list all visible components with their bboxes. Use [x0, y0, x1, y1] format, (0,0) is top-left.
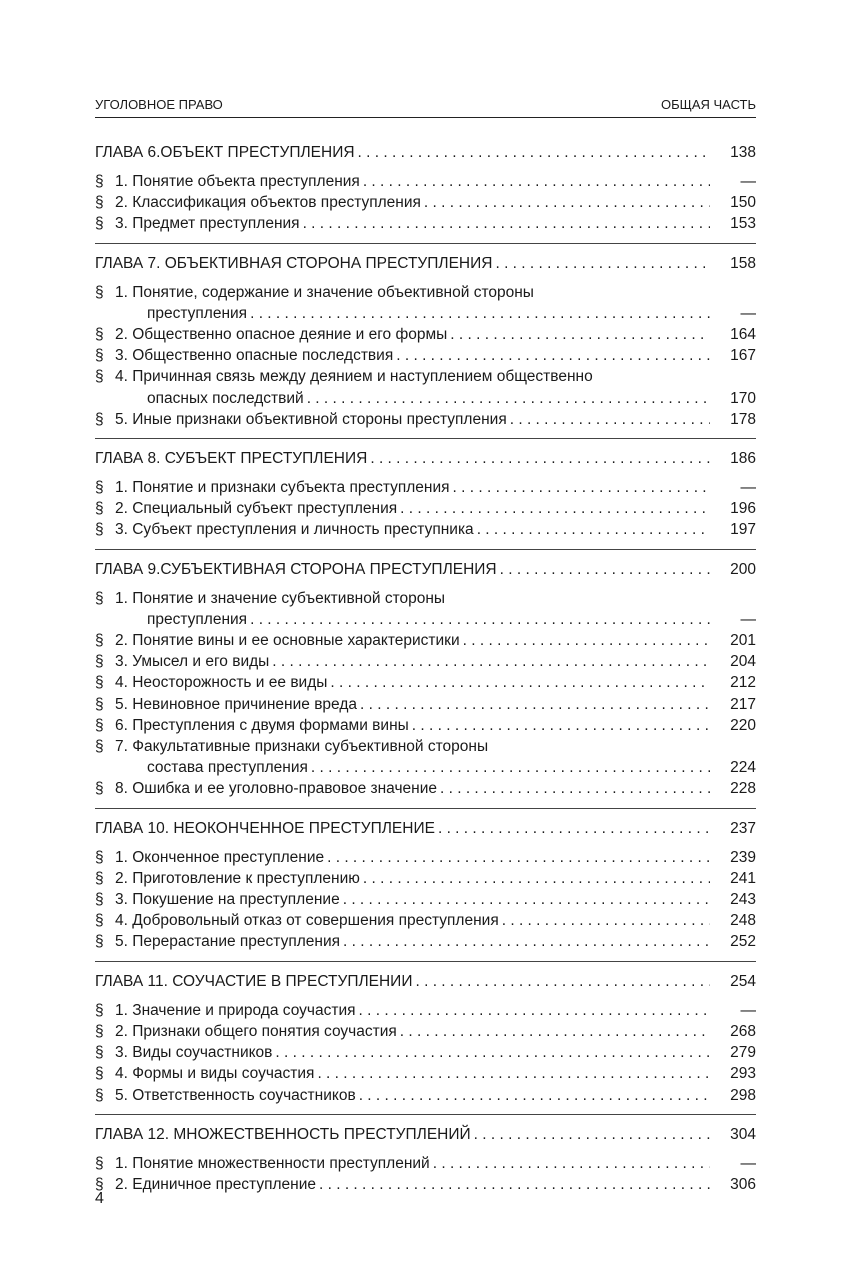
toc-item-line [95, 388, 756, 409]
leader-dots [453, 477, 710, 498]
leader-dots [396, 345, 710, 366]
leader-dots [477, 519, 710, 540]
leader-dots [495, 253, 710, 275]
section-mark: § [95, 848, 104, 866]
toc-item-line [95, 303, 756, 324]
toc-chapter-heading [95, 1124, 756, 1146]
toc-entry-body [115, 477, 710, 498]
item-title: 1. Понятие и значение субъективной стороны [115, 589, 446, 607]
toc-item-line [95, 1042, 756, 1063]
toc-chapter [95, 559, 756, 809]
item-title: 2. Понятие вины и ее основные характеристики [115, 632, 460, 650]
toc-entry-body [115, 931, 710, 952]
item-title: 8. Ошибка и ее уголовно-правовое значение [115, 780, 437, 798]
toc-entry-body [115, 213, 710, 234]
item-page: 197 [730, 521, 756, 539]
toc-entry-body [115, 847, 710, 868]
section-mark: § [95, 632, 104, 650]
toc-item-line [95, 630, 756, 651]
leader-dots [327, 847, 710, 868]
leader-dots [370, 448, 710, 470]
section-mark: § [95, 283, 104, 301]
section-mark: § [95, 780, 104, 798]
item-page: 164 [730, 326, 756, 344]
item-title: 1. Понятие объекта преступления [115, 173, 360, 190]
toc-item-line [95, 889, 756, 910]
leader-dots [415, 971, 710, 993]
toc-item-line [95, 1085, 756, 1106]
section-mark: § [95, 326, 104, 344]
chapter-page: 186 [730, 450, 756, 468]
toc-item-line [95, 715, 756, 736]
toc-item-line [95, 366, 756, 387]
page-number: 4 [95, 1190, 104, 1207]
section-mark: § [95, 1175, 104, 1193]
toc-entry-body [115, 651, 710, 672]
item-title: опасных последствий [147, 389, 304, 407]
toc-item-line [95, 498, 756, 519]
item-page: 241 [730, 869, 756, 887]
toc-item-line [95, 1174, 756, 1195]
chapter-title: ГЛАВА 7. ОБЪЕКТИВНАЯ СТОРОНА ПРЕСТУПЛЕНИЯ [95, 254, 493, 272]
toc-item-line [95, 757, 756, 778]
toc-chapter-heading [95, 142, 756, 164]
toc-entry-body [95, 971, 710, 993]
toc-item-line [95, 409, 756, 430]
item-title: 3. Субъект преступления и личность преступника [115, 521, 474, 539]
leader-dots [317, 1063, 710, 1084]
toc-chapter-heading [95, 559, 756, 581]
section-mark: § [95, 215, 104, 233]
toc-entry-body [95, 1124, 710, 1146]
section-mark: § [95, 674, 104, 692]
leader-dots [400, 498, 710, 519]
item-title: 1. Понятие и признаки субъекта преступления [115, 479, 450, 497]
leader-dots [250, 303, 710, 324]
item-page: 243 [730, 891, 756, 909]
toc-item-line [95, 910, 756, 931]
toc-item-line [95, 868, 756, 889]
section-mark: § [95, 933, 104, 951]
header-section-title: ОБЩАЯ ЧАСТЬ [661, 97, 756, 112]
chapter-title: ГЛАВА 9.СУБЪЕКТИВНАЯ СТОРОНА ПРЕСТУПЛЕНИЯ [95, 560, 497, 578]
item-page: 212 [730, 674, 756, 692]
leader-dots [272, 651, 710, 672]
toc-entry-body [115, 889, 710, 910]
item-title: 3. Виды соучастников [115, 1044, 273, 1062]
leader-dots [303, 213, 710, 234]
section-mark: § [95, 368, 104, 386]
toc-entry-body [95, 559, 710, 581]
section-mark: § [95, 1022, 104, 1040]
section-mark: § [95, 869, 104, 887]
item-title: 5. Перерастание преступления [115, 933, 340, 951]
item-page: 239 [730, 848, 756, 866]
item-title: 3. Покушение на преступление [115, 891, 340, 909]
toc-entry-body [115, 388, 710, 409]
item-page: 248 [730, 912, 756, 930]
toc-entry-body [115, 519, 710, 540]
leader-dots [450, 324, 710, 345]
toc-chapter-heading [95, 448, 756, 470]
leader-dots [400, 1021, 710, 1042]
item-title: 1. Понятие множественности преступлений [115, 1154, 430, 1172]
item-page: 298 [730, 1086, 756, 1104]
section-mark: § [95, 1044, 104, 1062]
chapter-page: 254 [730, 972, 756, 990]
toc-item-line [95, 345, 756, 366]
toc-item-line [95, 1063, 756, 1084]
toc-item-line [95, 588, 756, 609]
item-title: 2. Классификация объектов преступления [115, 194, 421, 212]
section-mark: § [95, 912, 104, 930]
leader-dots [359, 1085, 710, 1106]
chapter-title: ГЛАВА 8. СУБЪЕКТ ПРЕСТУПЛЕНИЯ [95, 450, 368, 468]
toc-entry-body [115, 672, 710, 693]
toc-entry-body [115, 609, 710, 630]
toc-entry-body [115, 1063, 710, 1084]
leader-dots [433, 1153, 710, 1174]
item-page: 224 [730, 759, 756, 777]
toc-chapter-heading [95, 971, 756, 993]
toc-item-line [95, 192, 756, 213]
table-of-contents [95, 142, 756, 1212]
section-mark: § [95, 173, 104, 190]
item-page: 252 [730, 933, 756, 951]
section-mark: § [95, 347, 104, 365]
toc-entry-body [95, 448, 710, 470]
toc-item-line [95, 213, 756, 234]
item-title: 5. Ответственность соучастников [115, 1086, 356, 1104]
item-title: 1. Значение и природа соучастия [115, 1001, 356, 1019]
item-page: 170 [730, 389, 756, 407]
item-page: 268 [730, 1022, 756, 1040]
item-title: преступления [147, 610, 248, 628]
toc-entry-body [115, 910, 710, 931]
toc-entry-body [115, 366, 710, 387]
toc-entry-body [115, 757, 710, 778]
toc-entry-body [115, 868, 710, 889]
toc-item-line [95, 847, 756, 868]
toc-entry-body [115, 715, 710, 736]
toc-item-line [95, 778, 756, 799]
toc-item-line [95, 477, 756, 498]
section-mark: § [95, 653, 104, 671]
item-title: 3. Общественно опасные последствия [115, 347, 394, 365]
section-mark: § [95, 194, 104, 212]
chapter-title: ГЛАВА 6.ОБЪЕКТ ПРЕСТУПЛЕНИЯ [95, 144, 355, 161]
item-title: 3. Умысел и его виды [115, 653, 270, 671]
toc-chapter-heading [95, 253, 756, 275]
toc-item-line [95, 736, 756, 757]
toc-entry-body [115, 1085, 710, 1106]
toc-chapter-heading [95, 818, 756, 840]
chapter-page: 138 [730, 144, 756, 161]
toc-entry-body [115, 1000, 710, 1021]
leader-dots [440, 778, 710, 799]
item-page: — [740, 1154, 756, 1172]
section-mark: § [95, 521, 104, 539]
toc-entry-body [115, 345, 710, 366]
leader-dots [311, 757, 710, 778]
chapter-title: ГЛАВА 10. НЕОКОНЧЕННОЕ ПРЕСТУПЛЕНИЕ [95, 819, 435, 837]
item-title: 2. Специальный субъект преступления [115, 500, 398, 518]
toc-chapter [95, 253, 756, 439]
toc-entry-body [115, 171, 710, 192]
toc-entry-body [95, 818, 710, 840]
toc-item-line [95, 282, 756, 303]
item-title: 2. Единичное преступление [115, 1175, 316, 1193]
item-page: 150 [730, 194, 756, 212]
item-title: 5. Иные признаки объективной стороны преступления [115, 410, 507, 428]
item-page: 178 [730, 410, 756, 428]
leader-dots [330, 672, 710, 693]
item-page: 293 [730, 1065, 756, 1083]
toc-item-line [95, 1021, 756, 1042]
toc-entry-body [115, 1021, 710, 1042]
running-header [95, 95, 756, 118]
toc-item-line [95, 694, 756, 715]
toc-entry-body [115, 588, 710, 609]
toc-item-line [95, 1153, 756, 1174]
toc-entry-body [115, 192, 710, 213]
toc-entry-body [115, 736, 710, 757]
leader-dots [438, 818, 710, 840]
leader-dots [307, 388, 710, 409]
item-title: состава преступления [147, 759, 308, 777]
section-mark: § [95, 738, 104, 756]
toc-chapter [95, 448, 756, 550]
item-page: 306 [730, 1175, 756, 1193]
toc-entry-body [95, 253, 710, 275]
item-title: 4. Формы и виды соучастия [115, 1065, 315, 1083]
leader-dots [474, 1124, 710, 1146]
chapter-page: 237 [730, 819, 756, 837]
leader-dots [424, 192, 710, 213]
item-title: 6. Преступления с двумя формами вины [115, 716, 409, 734]
item-title: преступления [147, 304, 248, 322]
section-mark: § [95, 500, 104, 518]
toc-item-line [95, 609, 756, 630]
section-mark: § [95, 891, 104, 909]
toc-entry-body [115, 778, 710, 799]
toc-chapter [95, 971, 756, 1115]
item-page: — [740, 304, 756, 322]
item-page: 228 [730, 780, 756, 798]
chapter-page: 304 [730, 1125, 756, 1143]
section-mark: § [95, 1065, 104, 1083]
leader-dots [510, 409, 710, 430]
toc-chapter [95, 818, 756, 962]
header-book-title: УГОЛОВНОЕ ПРАВО [95, 97, 223, 112]
leader-dots [319, 1174, 710, 1195]
toc-item-line [95, 651, 756, 672]
leader-dots [502, 910, 710, 931]
item-page: 204 [730, 653, 756, 671]
leader-dots [343, 889, 710, 910]
item-title: 2. Общественно опасное деяние и его формы [115, 326, 448, 344]
toc-item-line [95, 1000, 756, 1021]
item-page: 279 [730, 1044, 756, 1062]
leader-dots [363, 868, 710, 889]
item-page: — [740, 479, 756, 497]
toc-entry-body [95, 142, 710, 164]
chapter-page: 158 [730, 254, 756, 272]
item-title: 7. Факультативные признаки субъективной стороны [115, 738, 489, 756]
item-page: 220 [730, 716, 756, 734]
leader-dots [343, 931, 710, 952]
toc-chapter [95, 1124, 756, 1203]
section-mark: § [95, 1001, 104, 1019]
item-page: 167 [730, 347, 756, 365]
item-page: 153 [730, 215, 756, 233]
item-title: 4. Добровольный отказ от совершения преступления [115, 912, 499, 930]
item-page: 201 [730, 632, 756, 650]
leader-dots [463, 630, 710, 651]
item-page: — [740, 173, 756, 190]
item-title: 4. Неосторожность и ее виды [115, 674, 328, 692]
leader-dots [363, 171, 710, 192]
toc-entry-body [115, 694, 710, 715]
toc-entry-body [115, 409, 710, 430]
chapter-page: 200 [730, 560, 756, 578]
item-title: 4. Причинная связь между деянием и наступлением общественно [115, 368, 593, 386]
section-mark: § [95, 410, 104, 428]
item-title: 1. Оконченное преступление [115, 848, 325, 866]
leader-dots [500, 559, 710, 581]
toc-item-line [95, 171, 756, 192]
toc-entry-body [115, 1174, 710, 1195]
item-title: 5. Невиновное причинение вреда [115, 695, 357, 713]
leader-dots [358, 142, 710, 164]
leader-dots [250, 609, 710, 630]
toc-entry-body [115, 282, 710, 303]
section-mark: § [95, 695, 104, 713]
leader-dots [359, 1000, 711, 1021]
section-mark: § [95, 1086, 104, 1104]
item-title: 1. Понятие, содержание и значение объективной стороны [115, 283, 534, 301]
toc-entry-body [115, 1042, 710, 1063]
toc-entry-body [115, 498, 710, 519]
toc-entry-body [115, 324, 710, 345]
toc-item-line [95, 324, 756, 345]
leader-dots [275, 1042, 710, 1063]
toc-entry-body [115, 303, 710, 324]
toc-chapter [95, 142, 756, 244]
toc-item-line [95, 672, 756, 693]
item-page: 196 [730, 500, 756, 518]
item-page: — [740, 1001, 756, 1019]
item-title: 3. Предмет преступления [115, 215, 300, 233]
section-mark: § [95, 479, 104, 497]
chapter-title: ГЛАВА 11. СОУЧАСТИЕ В ПРЕСТУПЛЕНИИ [95, 972, 413, 990]
leader-dots [360, 694, 710, 715]
toc-entry-body [115, 630, 710, 651]
section-mark: § [95, 716, 104, 734]
item-title: 2. Приготовление к преступлению [115, 869, 360, 887]
toc-item-line [95, 931, 756, 952]
item-title: 2. Признаки общего понятия соучастия [115, 1022, 397, 1040]
item-page: 217 [730, 695, 756, 713]
section-mark: § [95, 589, 104, 607]
item-page: — [740, 610, 756, 628]
toc-entry-body [115, 1153, 710, 1174]
chapter-title: ГЛАВА 12. МНОЖЕСТВЕННОСТЬ ПРЕСТУПЛЕНИЙ [95, 1125, 471, 1143]
section-mark: § [95, 1154, 104, 1172]
toc-item-line [95, 519, 756, 540]
leader-dots [412, 715, 710, 736]
